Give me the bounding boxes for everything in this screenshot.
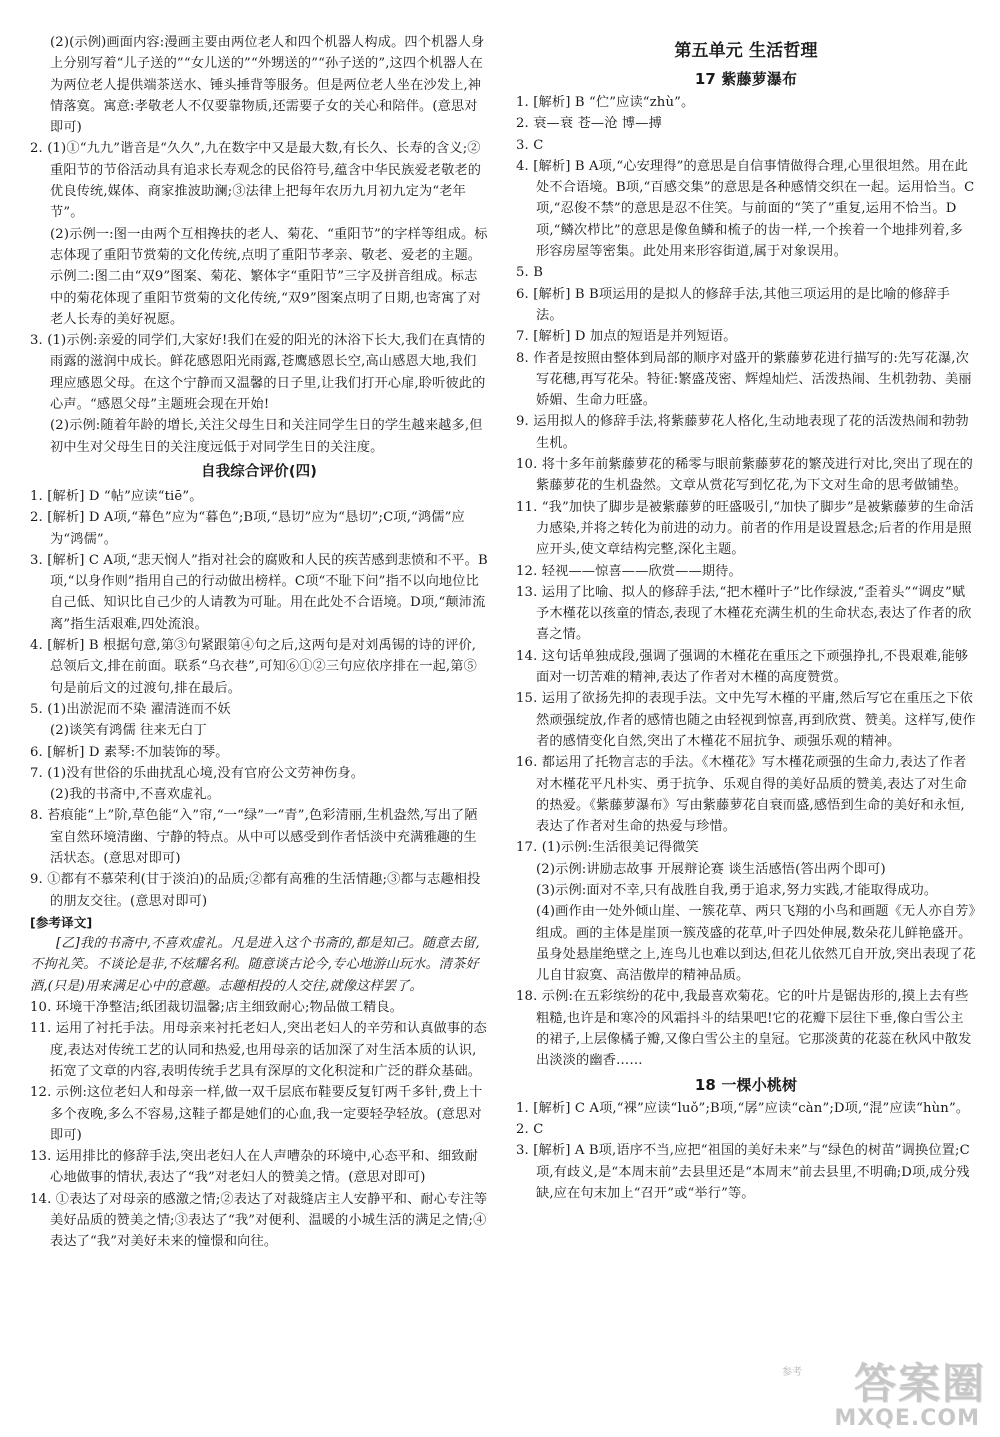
answer-item: 6. [解析] D 素琴:不加装饰的琴。: [30, 744, 229, 760]
answer-subitem: (2)示例一:图一由两个互相搀扶的老人、菊花、“重阳节”的字样等组成。标志体现了重阳节赏菊的文化传统,点明了重阳节孝亲、敬老、爱老的主题。示例二:图二由“双9”图案、菊花、繁体字“重阳节”三字及拼音组成。标志中的菊花体现了重阳节赏菊的文化传统,“双9”图案点明了日期,也寄寓了对老人长寿的美好祝愿。: [50, 226, 488, 327]
answer-item: 18. 示例:在五彩缤纷的花中,我最喜欢菊花。它的叶片是锯齿形的,摸上去有些粗糙,也许是和寒冷的风霜抖斗的结果吧!它的花瓣下层往下垂,像白雪公主的裙子,上层像橘子瓣,又像白雪公主的皇冠。它那淡黄的花蕊在秋风中散发出淡淡的幽香……: [516, 989, 972, 1069]
answer-subitem: (2)(示例)画面内容:漫画主要由两位老人和四个机器人构成。四个机器人身上分别写着“儿子送的”“女儿送的”“外甥送的”“孙子送的”,这四个机器人在为两位老人提供端茶送水、锤头捶背等服务。但是两位老人坐在沙发上,神情落寞。寓意:孝敬老人不仅要靠物质,还需要子女的关心和陪伴。(意思对即可): [50, 35, 485, 136]
answer-item: 9. ①都有不慕荣利(甘于淡泊)的品质;②都有高雅的生活情趣;③都与志趣相投的朋友交往。(意思对即可): [30, 872, 481, 909]
watermark-logo-text: 答案圈: [853, 1359, 986, 1408]
answer-subitem: (3)示例:面对不幸,只有战胜自我,勇于追求,努力实践,才能取得成功。: [536, 882, 938, 898]
answer-item: 2. (1)①“九九”谐音是“久久”,九在数字中又是最大数,有长久、长寿的含义;②重阳节的节俗活动具有追求长寿观念的民俗符号,蕴含中华民族爱老敬老的优良传统,媒体、商家推波助澜;③法律上把每年农历九月初九定为“老年节”。: [30, 141, 482, 221]
answer-subitem: (4)画作由一处外倾山崖、一簇花草、两只飞翔的小鸟和画题《无人亦自芳》组成。画的主体是崖顶一簇茂盛的花草,叶子四处伸展,数朵花儿鲜艳盛开。虽身处悬崖绝壁之上,连鸟儿也难以到达,但花儿依然兀自开放,突出表现了花儿自甘寂寞、高洁傲岸的精神品质。: [536, 904, 976, 984]
answer-item: 2. 衰—衰 苍—沧 博—搏: [516, 116, 662, 132]
answer-item: 13. 运用排比的修辞手法,突出老妇人在人声嘈杂的环境中,心态平和、细致耐心地做事的情状,表达了“我”对老妇人的赞美之情。(意思对即可): [30, 1149, 478, 1186]
answer-subitem: (2)谈笑有鸿儒 往来无白丁: [50, 723, 207, 739]
answer-item: 12. 轻视——惊喜——欣赏——期待。: [516, 563, 742, 579]
right-column: [516, 32, 976, 1204]
answer-item: 13. 运用了比喻、拟人的修辞手法,“把木槿叶子”比作绿波,“歪着头”“调皮”赋予木槿花以孩童的情态,表现了木槿花充满生机的生命状态,表达了作者的欣喜之情。: [516, 584, 972, 643]
answer-item: 1. [解析] D “帖”应读“tiē”。: [30, 488, 203, 504]
section-heading: 自我综合评价(四): [200, 463, 318, 480]
answer-item: 14. ①表达了对母亲的感激之情;②表达了对裁缝店主人安静平和、耐心专注等美好品质的赞美之情;③表达了“我”对便利、温暖的小城生活的满足之情;④表达了“我”对美好未来的憧憬和向往。: [30, 1191, 488, 1250]
answer-item: 8. 苔痕能“上”阶,草色能“入”帘,“一“绿”一“青”,色彩清丽,生机盎然,写出了陋室自然环境清幽、宁静的特点。从中可以感受到作者恬淡中充满雅趣的生活状态。(意思对即可): [30, 808, 478, 866]
left-column: [30, 32, 488, 1253]
answer-subitem: (2)示例:讲励志故事 开展辩论赛 谈生活感悟(答出两个即可): [536, 861, 886, 877]
answer-item: 8. 作者是按照由整体到局部的顺序对盛开的紫藤萝花进行描写的:先写花瀑,次写花穗,再写花朵。特征:繁盛茂密、辉煌灿烂、活泼热闹、生机勃勃、美丽娇媚、生命力旺盛。: [516, 350, 972, 409]
answer-item: 6. [解析] B B项运用的是拟人的修辞手法,其他三项运用的是比喻的修辞手法。: [516, 286, 950, 323]
answer-item: 10. 将十多年前紫藤萝花的稀零与眼前紫藤萝花的繁茂进行对比,突出了现在的紫藤萝花的生机盎然。文章从赏花写到忆花,为下文对生命的思考做铺垫。: [516, 457, 973, 494]
answer-item: 12. 示例:这位老妇人和母亲一样,做一双千层底布鞋要反复钉两千多针,费上十多个夜晚,多么不容易,这鞋子都是她们的心血,我一定要轻孕轻放。(意思对即可): [30, 1085, 483, 1143]
section-heading: 18 一棵小桃树: [694, 1075, 798, 1094]
section-heading: 17 紫藤萝瀑布: [694, 70, 798, 88]
answer-item: 14. 这句话单独成段,强调了强调的木槿花在重压之下顽强挣扎,不畏艰难,能够面对一切苦难的精神,表达了作者对木槿的高度赞赏。: [516, 648, 969, 686]
watermark-url: MXQE.COM: [834, 1406, 980, 1431]
answer-item: 1. [解析] C A项,“裸”应读“luǒ”;B项,“孱”应读“càn”;D项,“混”应读“hùn”。: [516, 1100, 970, 1116]
answer-item: 11. “我”加快了脚步是被紫藤萝的旺盛吸引,“加快了脚步”是被紫藤萝的生命活力感染,并将之转化为前进的动力。前者的作用是设置悬念;后者的作用是照应开头,使文章结构完整,深化主题。: [516, 499, 974, 558]
answer-item: 3. (1)示例:亲爱的同学们,大家好!我们在爱的阳光的沐浴下长大,我们在真情的雨露的滋润中成长。鲜花感恩阳光雨露,苍鹰感恩长空,高山感恩大地,我们理应感恩父母。在这个宁静而又温馨的日子里,让我们打开心扉,聆听彼此的心声。“感恩父母”主题班会现在开始!: [30, 333, 486, 413]
translation-text: [乙]我的书斋中,不喜欢虚礼。凡是进入这个书斋的,都是知己。随意去留,不拘礼笑。不谈论是非,不炫耀名利。随意谈古论今,专心地游山玩水。清茶好酒,(只是)用来满足心中的意趣。志趣相投的人交往,就像这样罢了。: [30, 936, 480, 994]
answer-subitem: (2)示例:随着年龄的增长,关注父母生日和关注同学生日的学生越来越多,但初中生对父母生日的关注度远低于对同学生日的关注度。: [50, 418, 483, 455]
answer-item: 10. 环境干净整洁;纸团裁切温馨;店主细致耐心;物品做工精良。: [30, 1000, 403, 1016]
translation-label: [参考译文]: [30, 914, 93, 930]
answer-item: 4. [解析] B A项,“心安理得”的意思是自信事情做得合理,心里很坦然。用在此处不合语境。B项,“百感交集”的意思是各种感情交织在一起。运用恰当。C项,“忍俊不禁”的意思是忍不住笑。与前面的“笑了”重复,运用不恰当。D项,“鳞次栉比”的意思是像鱼鳞和梳子的齿一样,一个挨着一个地排列着,多形容房屋等密集。此处用来形容街道,属于对象误用。: [516, 158, 975, 260]
answer-item: 1. [解析] B “伫”应读“zhù”。: [516, 95, 695, 110]
answer-item: 2. C: [516, 1121, 544, 1137]
answer-item: 7. [解析] D 加点的短语是并列短语。: [516, 329, 737, 345]
answer-item: 9. 运用拟人的修辞手法,将紫藤萝花人格化,生动地表现了花的活泼热闹和勃勃生机。: [516, 414, 969, 451]
answer-item: 15. 运用了欲扬先抑的表现手法。文中先写木槿的平庸,然后写它在重压之下依然顽强绽放,作者的感情也随之由轻视到惊喜,再到欣赏、赞美。这样写,使作者的感情变化自然,突出了木槿花不屈抗争、顽强乐观的精神。: [516, 691, 976, 749]
answer-item: 11. 运用了衬托手法。用母亲来衬托老妇人,突出老妇人的辛劳和认真做事的态度,表达对传统工艺的认同和热爱,也用母亲的话加深了对生活本质的认识,拓宽了文章的内容,表明传统手艺具有深厚的文化积淀和广泛的群众基础。: [30, 1021, 487, 1079]
answer-item: 3. C: [516, 137, 544, 153]
answer-item: 17. (1)示例:生活很美记得微笑: [516, 840, 699, 856]
answer-subitem: (2)我的书斋中,不喜欢虚礼。: [50, 787, 221, 803]
answer-item: 3. [解析] C A项,“悲天悯人”指对社会的腐败和人民的疾苦感到悲愤和不平。B项,“以身作则”指用自己的行动做出榜样。C项“不耻下问”指不以向地位比自己低、知识比自己少的人请教为可耻。用在此处不合语境。D项,“颠沛流离”指生活艰难,四处流浪。: [30, 552, 488, 632]
answer-item: 5. B: [516, 265, 544, 281]
answer-item: 2. [解析] D A项,“幕色”应为“暮色”;B项,“恳切”应为“恳切”;C项,“鸿儒”应为“鸿儒”。: [30, 510, 465, 547]
answer-item: 3. [解析] A B项,语序不当,应把“祖国的美好未来”与“绿色的树苗”调换位置;C项,有歧义,是“本周末前”去县里还是“本周末”前去县里,不明确;D项,成分残缺,应在句末加上“召开”或“举行”等。: [516, 1143, 970, 1201]
answer-item: 7. (1)没有世俗的乐曲扰乱心境,没有官府公文劳神伤身。: [30, 765, 365, 781]
watermark: [782, 1351, 986, 1431]
section-heading: 第五单元 生活哲理: [674, 41, 818, 61]
watermark-note: 参考: [782, 1367, 802, 1378]
answer-item: 16. 都运用了托物言志的手法。《木槿花》写木槿花顽强的生命力,表达了作者对木槿花平凡朴实、勇于抗争、乐观自得的美好品质的赞美,表达了对生命的热爱。《紫藤萝瀑布》写由紫藤萝花自衰而盛,感悟到生命的美好和永恒,表达了作者对生命的热爱与珍惜。: [516, 755, 968, 835]
answer-item: 4. [解析] B 根据句意,第③句紧跟第④句之后,这两句是对刘禹锡的诗的评价,总领后文,排在前面。联系“乌衣巷”,可知⑥①②三句应依序排在一起,第⑤句是前后文的过渡句,排在最后。: [30, 638, 477, 696]
answer-item: 5. (1)出淤泥而不染 濯清涟而不妖: [30, 701, 231, 717]
